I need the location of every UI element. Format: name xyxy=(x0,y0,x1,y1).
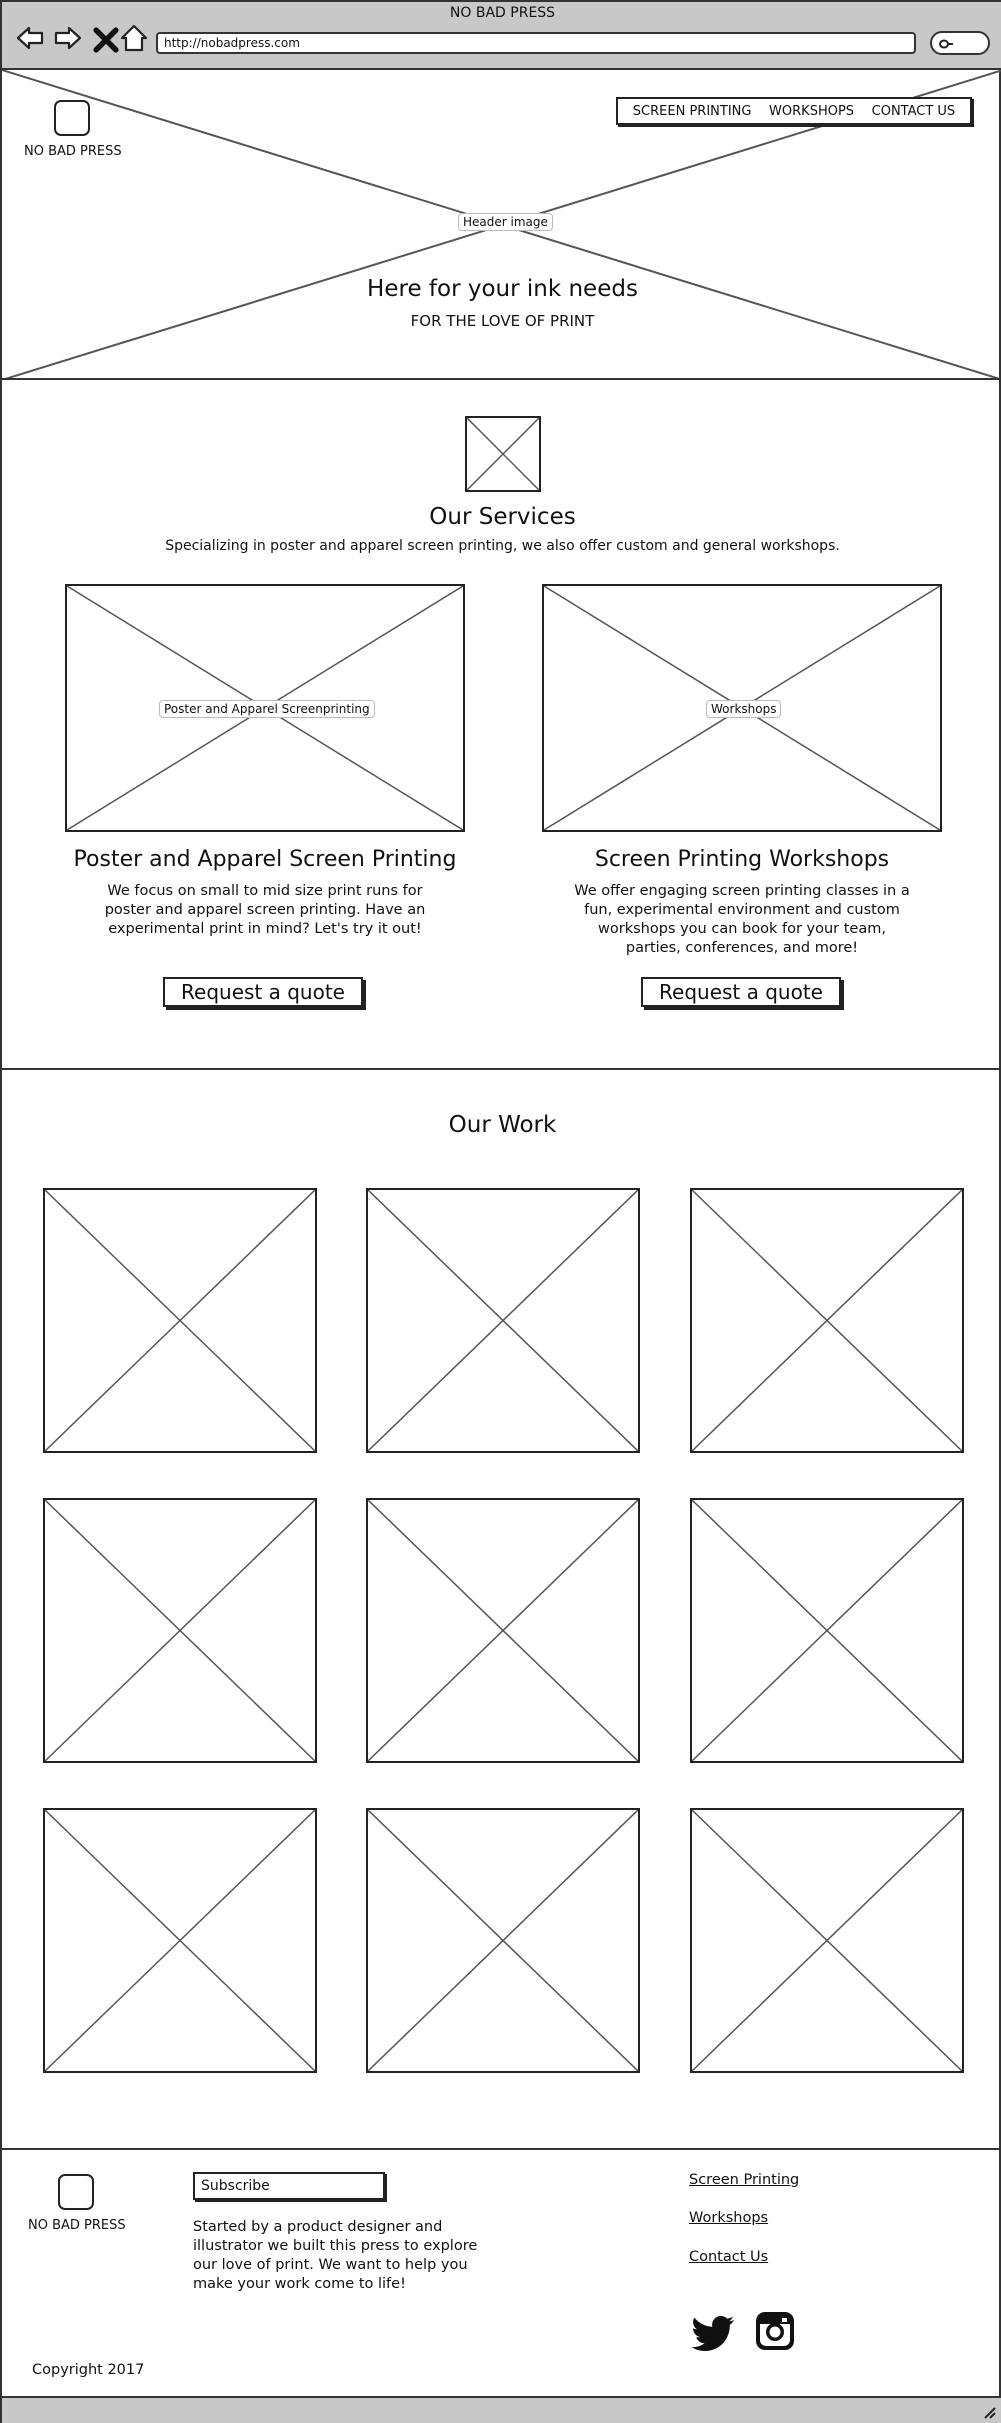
home-icon[interactable] xyxy=(118,22,150,54)
work-item-placeholder[interactable] xyxy=(366,1808,640,2073)
work-item-placeholder[interactable] xyxy=(366,1498,640,1763)
forward-arrow-icon[interactable] xyxy=(52,22,84,54)
work-item-placeholder[interactable] xyxy=(690,1498,964,1763)
twitter-icon[interactable] xyxy=(690,2314,736,2354)
footer-link-screen-printing[interactable]: Screen Printing xyxy=(689,2172,800,2188)
service-image-label: Workshops xyxy=(706,700,781,718)
service-title: Screen Printing Workshops xyxy=(594,847,890,872)
work-item-placeholder[interactable] xyxy=(690,1188,964,1453)
work-item-placeholder[interactable] xyxy=(43,1188,317,1453)
nav-contact-us[interactable]: CONTACT US xyxy=(871,103,956,119)
window-title: NO BAD PRESS xyxy=(449,5,556,21)
copyright: Copyright 2017 xyxy=(32,2362,145,2378)
header-image-label: Header image xyxy=(458,213,553,231)
footer-about: Started by a product designer and illustrator we built this press to explore our love of print. We want to help you make your work come to life! xyxy=(193,2219,478,2292)
browser-search-field[interactable] xyxy=(930,31,990,55)
work-item-placeholder[interactable] xyxy=(366,1188,640,1453)
work-section xyxy=(2,1070,1001,2150)
footer-logo-placeholder[interactable] xyxy=(58,2174,94,2210)
footer-link-contact-us[interactable]: Contact Us xyxy=(689,2249,769,2265)
nav-workshops[interactable]: WORKSHOPS xyxy=(769,103,855,119)
main-nav xyxy=(616,97,972,125)
logo-placeholder[interactable] xyxy=(54,100,90,136)
hero-subheadline: FOR THE LOVE OF PRINT xyxy=(410,312,595,330)
work-item-placeholder[interactable] xyxy=(690,1808,964,2073)
instagram-icon[interactable] xyxy=(754,2310,796,2352)
work-item-placeholder[interactable] xyxy=(43,1498,317,1763)
request-quote-button[interactable]: Request a quote xyxy=(641,977,841,1007)
footer-logo-text: NO BAD PRESS xyxy=(28,2218,126,2233)
url-input[interactable]: http://nobadpress.com xyxy=(156,32,916,54)
footer xyxy=(2,2150,1001,2396)
services-section xyxy=(2,380,1001,1070)
footer-link-workshops[interactable]: Workshops xyxy=(689,2210,769,2226)
services-description: Specializing in poster and apparel screen printing, we also offer custom and general workshops. xyxy=(165,538,840,554)
services-title: Our Services xyxy=(429,504,576,530)
logo-text: NO BAD PRESS xyxy=(24,144,122,159)
service-title: Poster and Apparel Screen Printing xyxy=(73,847,457,872)
service-body: We focus on small to mid size print runs for poster and apparel screen printing. Have an experimental print in mind? Let's try it out! xyxy=(104,883,426,937)
service-body: We offer engaging screen printing classes in a fun, experimental environment and custom workshops you can book for your team, parties, conferences, and more! xyxy=(574,883,910,956)
browser-toolbar xyxy=(2,2,1001,70)
header-hero xyxy=(2,70,1001,380)
hero-headline: Here for your ink needs xyxy=(367,276,638,302)
search-icon xyxy=(938,37,954,51)
resize-grip-icon[interactable] xyxy=(981,2404,997,2420)
browser-status-bar xyxy=(2,2396,1001,2423)
service-image-label: Poster and Apparel Screenprinting xyxy=(159,700,375,718)
nav-screen-printing[interactable]: SCREEN PRINTING xyxy=(632,103,752,119)
work-item-placeholder[interactable] xyxy=(43,1808,317,2073)
subscribe-input[interactable]: Subscribe xyxy=(193,2172,385,2200)
services-icon-placeholder xyxy=(465,416,541,492)
request-quote-button[interactable]: Request a quote xyxy=(163,977,363,1007)
work-title: Our Work xyxy=(448,1112,557,1138)
back-arrow-icon[interactable] xyxy=(14,22,46,54)
